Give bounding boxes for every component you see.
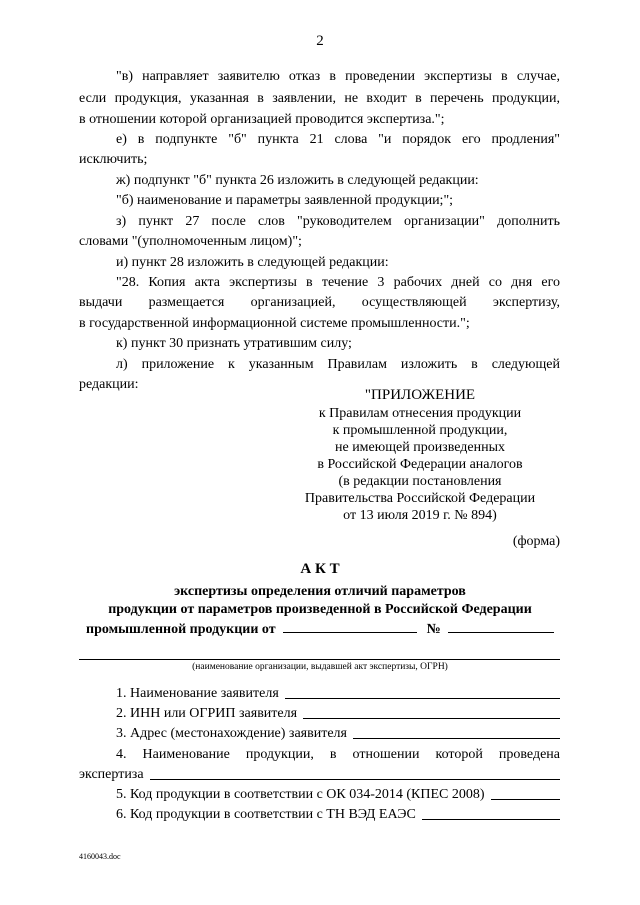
text-line-7: "б) наименование и параметры заявленной продукции;"; [116,193,454,208]
act-subtitle-2: продукции от параметров произведенной в Российской Федерации [108,602,532,617]
act-number-sign: № [426,622,441,637]
appendix-title: "ПРИЛОЖЕНИЕ [364,387,476,403]
field-blank [422,806,560,820]
field-inn [79,705,560,723]
field-label: 1. Наименование заявителя [116,686,279,701]
field-label: 3. Адрес (местонахождение) заявителя [116,726,347,741]
appendix-line: Правительства Российской Федерации [304,491,536,506]
appendix-line: (в редакции постановления [338,474,502,489]
act-date-blank [283,619,417,633]
appendix-block [288,387,552,524]
field-blank [303,705,560,719]
text-line-2: если продукция, указанная в заявлении, не входит в перечень продукции, [79,91,560,106]
text-line-1: "в) направляет заявителю отказ в проведении экспертизы в случае, [116,69,560,84]
text-line-12: выдачи размещается организацией, осуществляющей экспертизу, [79,295,560,310]
field-tnved-code [79,806,560,824]
text-line-6: ж) подпункт "б" пункта 26 изложить в следующей редакции: [116,173,479,188]
form-label: (форма) [512,534,560,549]
field-blank [285,685,560,699]
appendix-line: от 13 июля 2019 г. № 894) [343,508,497,523]
text-line-9: словами "(уполномоченным лицом)"; [79,234,302,249]
text-line-16: редакции: [79,377,139,392]
field-product-name: 4. Наименование продукции, в отношении которой проведена [116,747,560,762]
field-label: экспертиза [79,767,144,782]
field-blank [353,725,560,739]
appendix-line: в Российской Федерации аналогов [317,457,523,472]
field-product-name-cont [79,766,560,784]
appendix-line: не имеющей произведенных [334,440,506,455]
act-number-blank [448,619,554,633]
text-line-13: в государственной информационной системе промышленности."; [79,316,470,331]
field-label: 6. Код продукции в соответствии с ТН ВЭД ЕАЭС [116,807,416,822]
text-line-4: е) в подпункте "б" пункта 21 слова "и порядок его продления" [116,132,560,147]
act-date-label: промышленной продукции от [86,622,276,637]
field-label: 2. ИНН или ОГРИП заявителя [116,706,298,721]
document-id: 4160043.doc [79,852,121,861]
organization-caption: (наименование организации, выдавшей акт экспертизы, ОГРН) [192,662,448,672]
field-address [79,725,560,743]
text-line-3: в отношении которой организацией проводится экспертиза."; [79,112,445,127]
text-line-5: исключить; [79,152,148,167]
text-line-11: "28. Копия акта экспертизы в течение 3 рабочих дней со дня его [116,275,560,290]
appendix-line: к Правилам отнесения продукции [318,406,522,421]
text-line-10: и) пункт 28 изложить в следующей редакции: [116,255,389,270]
act-title: А К Т [300,561,340,577]
page-number: 2 [316,33,324,49]
field-okpd-code [79,786,560,804]
act-subtitle-3 [86,619,554,638]
appendix-line: к промышленной продукции, [332,423,508,438]
text-line-8: з) пункт 27 после слов "руководителем организации" дополнить [116,214,560,229]
text-line-14: к) пункт 30 признать утратившим силу; [116,336,352,351]
field-applicant-name [79,685,560,703]
text-line-15: л) приложение к указанным Правилам изложить в следующей [116,357,560,372]
field-blank [491,786,560,800]
field-label: 5. Код продукции в соответствии с ОК 034-2014 (КПЕС 2008) [116,787,485,802]
organization-blank [79,659,560,660]
field-blank [150,766,560,780]
act-subtitle-1: экспертизы определения отличий параметров [174,584,466,599]
